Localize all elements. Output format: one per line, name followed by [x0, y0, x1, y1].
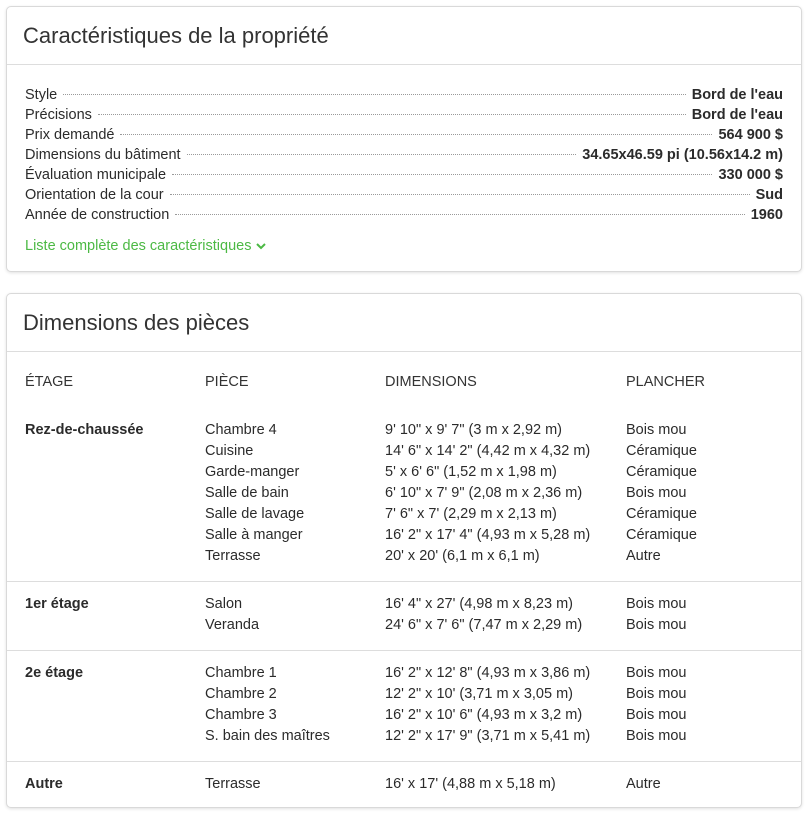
room-name: Chambre 2 — [205, 686, 277, 702]
room-name: Chambre 4 — [205, 422, 277, 438]
room-name: Cuisine — [205, 443, 254, 459]
room-flooring: Autre — [626, 776, 661, 792]
table-row — [7, 483, 801, 504]
floor-name — [7, 483, 205, 504]
column-header-room: PIÈCE — [205, 374, 249, 390]
floor-name — [7, 705, 205, 726]
table-row — [7, 546, 801, 582]
column-header-dimensions: DIMENSIONS — [385, 374, 477, 390]
room-dimensions: 9' 10" x 9' 7" (3 m x 2,92 m) — [385, 422, 563, 438]
room-dimensions: 16' 2" x 12' 8" (4,93 m x 3,86 m) — [385, 665, 591, 681]
room-name: Salle de bain — [205, 485, 289, 501]
floor-name — [7, 441, 205, 462]
rooms-card-title: Dimensions des pièces — [7, 294, 801, 352]
feature-label: Style — [25, 87, 58, 103]
room-dimensions: 16' 2" x 17' 4" (4,93 m x 5,28 m) — [385, 527, 591, 543]
column-header-flooring: PLANCHER — [626, 374, 705, 390]
feature-row — [25, 167, 783, 187]
room-dimensions: 14' 6" x 14' 2" (4,42 m x 4,32 m) — [385, 443, 591, 459]
room-name: Chambre 3 — [205, 707, 277, 723]
feature-value: 564 900 $ — [718, 127, 783, 143]
features-list — [7, 65, 801, 255]
table-row — [7, 525, 801, 546]
room-dimensions: 16' 4" x 27' (4,98 m x 8,23 m) — [385, 596, 573, 612]
floor-group — [7, 651, 801, 762]
leader-dots — [175, 214, 744, 215]
floor-group — [7, 582, 801, 651]
feature-label: Prix demandé — [25, 127, 115, 143]
feature-value: Bord de l'eau — [691, 87, 783, 103]
floor-name — [7, 462, 205, 483]
room-flooring: Autre — [626, 548, 661, 564]
floor-name — [7, 504, 205, 525]
room-flooring: Céramique — [626, 464, 697, 480]
table-row — [7, 726, 801, 762]
room-flooring: Bois mou — [626, 728, 687, 744]
features-card-title: Caractéristiques de la propriété — [7, 7, 801, 65]
feature-label: Évaluation municipale — [25, 167, 167, 183]
floor-name: 1er étage — [25, 596, 89, 612]
feature-row — [25, 147, 783, 167]
room-dimensions: 16' 2" x 10' 6" (4,93 m x 3,2 m) — [385, 707, 583, 723]
room-name: S. bain des maîtres — [205, 728, 330, 744]
feature-row — [25, 107, 783, 127]
full-features-link[interactable] — [25, 238, 266, 254]
room-name: Salle à manger — [205, 527, 303, 543]
room-name: Terrasse — [205, 776, 261, 792]
room-flooring: Céramique — [626, 506, 697, 522]
table-row — [7, 684, 801, 705]
floor-name — [7, 525, 205, 546]
room-dimensions: 7' 6" x 7' (2,29 m x 2,13 m) — [385, 506, 557, 522]
feature-label: Année de construction — [25, 207, 170, 223]
feature-label: Dimensions du bâtiment — [25, 147, 181, 163]
table-row — [7, 441, 801, 462]
room-dimensions: 12' 2" x 10' (3,71 m x 3,05 m) — [385, 686, 573, 702]
feature-value: Bord de l'eau — [691, 107, 783, 123]
floor-name: Autre — [25, 776, 63, 792]
room-flooring: Céramique — [626, 443, 697, 459]
feature-value: 330 000 $ — [718, 167, 783, 183]
room-name: Terrasse — [205, 548, 261, 564]
room-flooring: Céramique — [626, 527, 697, 543]
chevron-down-icon — [256, 243, 266, 250]
room-name: Chambre 1 — [205, 665, 277, 681]
room-name: Garde-manger — [205, 464, 300, 480]
rooms-card — [6, 293, 802, 808]
feature-label: Orientation de la cour — [25, 187, 164, 203]
room-flooring: Bois mou — [626, 686, 687, 702]
room-dimensions: 20' x 20' (6,1 m x 6,1 m) — [385, 548, 540, 564]
room-dimensions: 12' 2" x 17' 9" (3,71 m x 5,41 m) — [385, 728, 591, 744]
floor-name — [7, 726, 205, 762]
floor-name — [7, 546, 205, 582]
feature-row — [25, 87, 783, 107]
table-row — [7, 408, 801, 441]
feature-row — [25, 187, 783, 207]
feature-row — [25, 127, 783, 147]
floor-group — [7, 762, 801, 810]
leader-dots — [120, 134, 712, 135]
table-row — [7, 462, 801, 483]
features-card — [6, 6, 802, 272]
room-dimensions: 24' 6" x 7' 6" (7,47 m x 2,29 m) — [385, 617, 583, 633]
table-row — [7, 582, 801, 616]
room-name: Salon — [205, 596, 243, 612]
leader-dots — [187, 154, 577, 155]
full-features-link-label: Liste complète des caractéristiques — [25, 238, 252, 254]
room-flooring: Bois mou — [626, 707, 687, 723]
floor-group — [7, 408, 801, 582]
room-flooring: Bois mou — [626, 422, 687, 438]
leader-dots — [172, 174, 712, 175]
table-row — [7, 615, 801, 651]
feature-value: 1960 — [750, 207, 783, 223]
room-name: Veranda — [205, 617, 260, 633]
column-header-floor: ÉTAGE — [25, 374, 74, 390]
room-dimensions: 6' 10" x 7' 9" (2,08 m x 2,36 m) — [385, 485, 583, 501]
floor-name — [7, 684, 205, 705]
room-flooring: Bois mou — [626, 617, 687, 633]
room-dimensions: 5' x 6' 6" (1,52 m x 1,98 m) — [385, 464, 557, 480]
room-flooring: Bois mou — [626, 596, 687, 612]
feature-label: Précisions — [25, 107, 92, 123]
feature-value: 34.65x46.59 pi (10.56x14.2 m) — [582, 147, 783, 163]
floor-name: Rez-de-chaussée — [25, 422, 144, 438]
table-row — [7, 705, 801, 726]
table-row — [7, 504, 801, 525]
feature-value: Sud — [755, 187, 783, 203]
table-row — [7, 762, 801, 810]
leader-dots — [170, 194, 750, 195]
rooms-table — [7, 352, 801, 809]
table-row — [7, 651, 801, 685]
floor-name — [7, 615, 205, 651]
leader-dots — [98, 114, 686, 115]
room-flooring: Bois mou — [626, 665, 687, 681]
room-flooring: Bois mou — [626, 485, 687, 501]
floor-name: 2e étage — [25, 665, 84, 681]
leader-dots — [63, 94, 685, 95]
room-dimensions: 16' x 17' (4,88 m x 5,18 m) — [385, 776, 556, 792]
feature-row — [25, 207, 783, 227]
room-name: Salle de lavage — [205, 506, 305, 522]
